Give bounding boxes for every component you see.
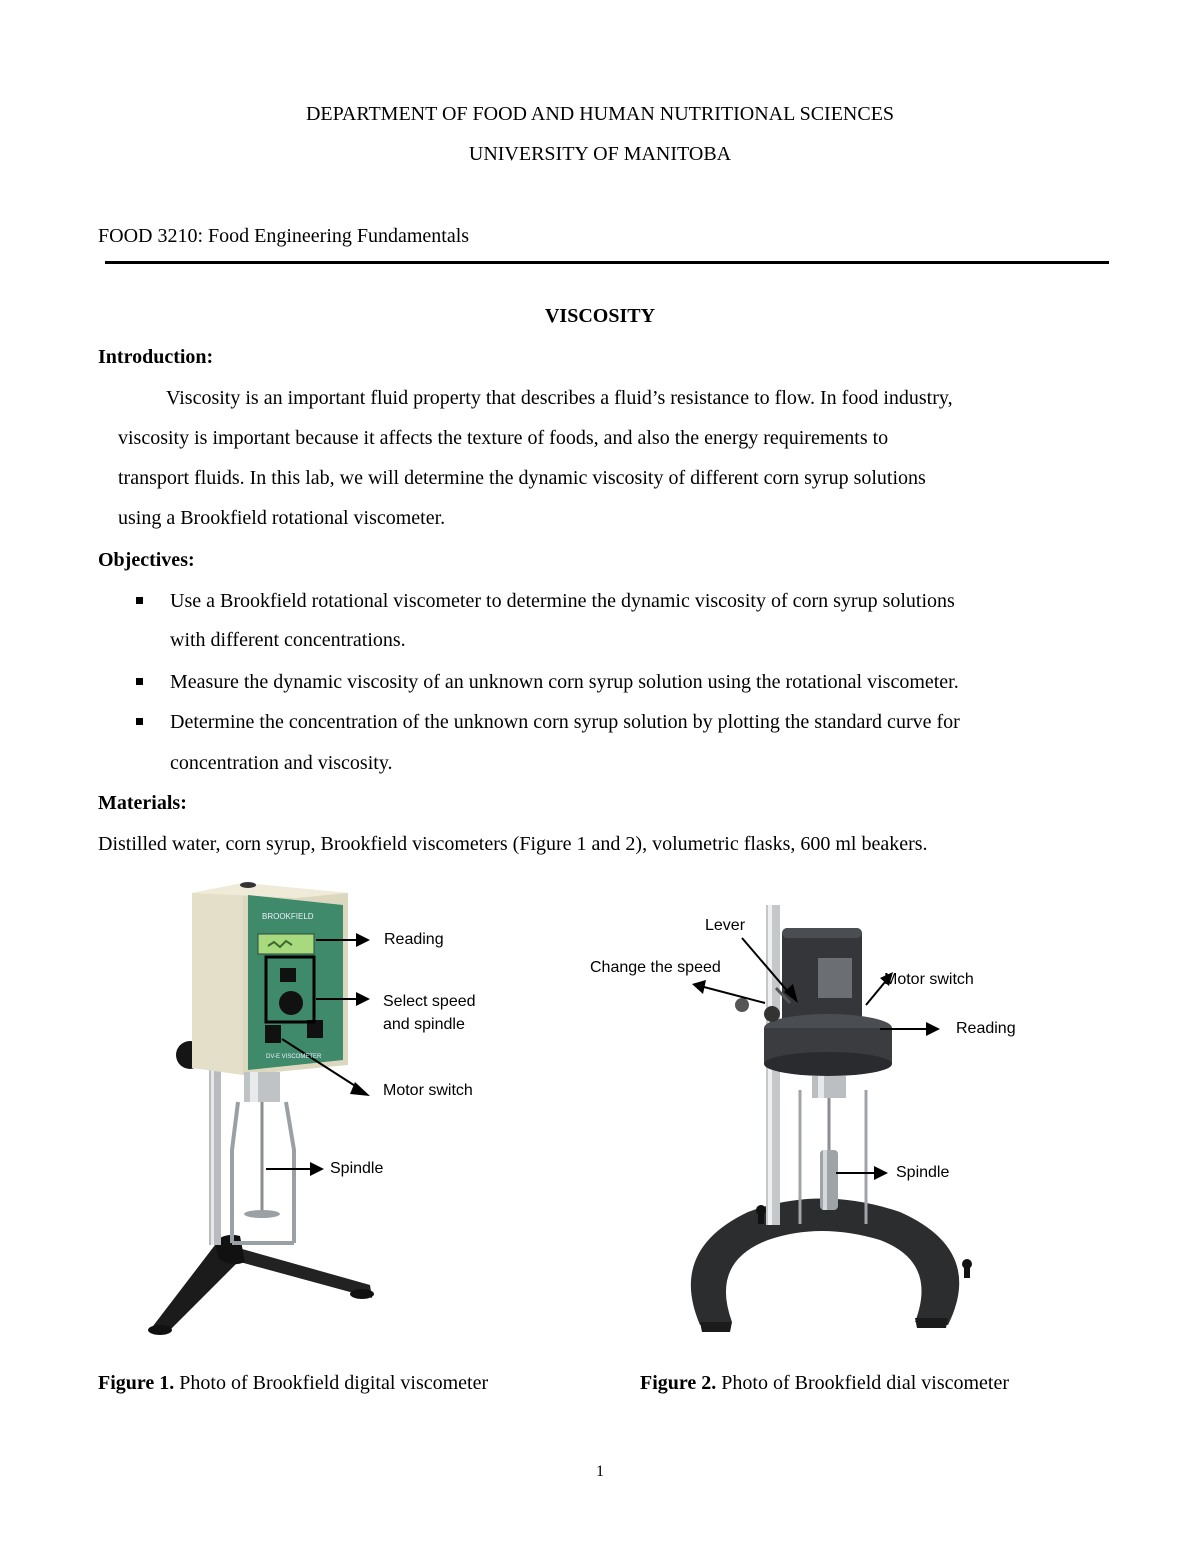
intro-line-4: using a Brookfield rotational viscometer. — [118, 507, 446, 529]
objective-2-line-1: Measure the dynamic viscosity of an unknown corn syrup solution using the rotational viscometer. — [170, 671, 959, 693]
materials-text: Distilled water, corn syrup, Brookfield viscometers (Figure 1 and 2), volumetric flasks, 600 ml beakers. — [98, 833, 928, 855]
brand-label: BROOKFIELD — [262, 912, 314, 921]
figure-1-caption-text: Photo of Brookfield digital viscometer — [174, 1372, 489, 1394]
objectives-heading: Objectives: — [98, 549, 195, 571]
fig1-spindle-label: Spindle — [330, 1160, 384, 1177]
fig2-motor-label: Motor switch — [884, 971, 974, 988]
fig2-speed-label: Change the speed — [590, 959, 721, 976]
fig2-spindle-label: Spindle — [896, 1164, 950, 1181]
document-title: VISCOSITY — [544, 305, 656, 327]
objective-3-line-1: Determine the concentration of the unknown corn syrup solution by plotting the standard curve for — [170, 711, 960, 733]
fig2-lever-label: Lever — [705, 917, 746, 934]
figure-2-caption — [640, 1372, 1009, 1395]
fig1-reading-label: Reading — [384, 931, 444, 948]
figure-1-caption — [98, 1372, 488, 1395]
university-heading: UNIVERSITY OF MANITOBA — [468, 143, 732, 165]
objective-1-line-2: with different concentrations. — [170, 629, 406, 651]
department-heading: DEPARTMENT OF FOOD AND HUMAN NUTRITIONAL SCIENCES — [305, 103, 895, 125]
fig1-select-label-1: Select speed — [383, 993, 476, 1010]
intro-line-3: transport fluids. In this lab, we will determine the dynamic viscosity of different corn syrup solutions — [118, 467, 926, 489]
figure-1-caption-number: Figure 1. — [98, 1372, 175, 1394]
intro-line-1: Viscosity is an important fluid property that describes a fluid’s resistance to flow. In food industry, — [166, 387, 953, 409]
model-label: DV-E VISCOMETER — [266, 1054, 322, 1060]
objective-1-line-1: Use a Brookfield rotational viscometer to determine the dynamic viscosity of corn syrup solutions — [170, 590, 955, 612]
fig2-reading-label: Reading — [956, 1020, 1016, 1037]
page-number: 1 — [596, 1463, 604, 1480]
intro-line-2: viscosity is important because it affects the texture of foods, and also the energy requirements to — [118, 427, 889, 449]
course-title: FOOD 3210: Food Engineering Fundamentals — [98, 225, 470, 247]
fig1-motor-label: Motor switch — [383, 1082, 473, 1099]
figure-2-caption-number: Figure 2. — [640, 1372, 717, 1394]
figure-2-caption-text: Photo of Brookfield dial viscometer — [716, 1372, 1010, 1394]
fig1-select-label-2: and spindle — [383, 1016, 465, 1033]
materials-heading: Materials: — [98, 792, 187, 814]
introduction-heading: Introduction: — [98, 346, 214, 368]
objective-3-line-2: concentration and viscosity. — [170, 752, 393, 774]
